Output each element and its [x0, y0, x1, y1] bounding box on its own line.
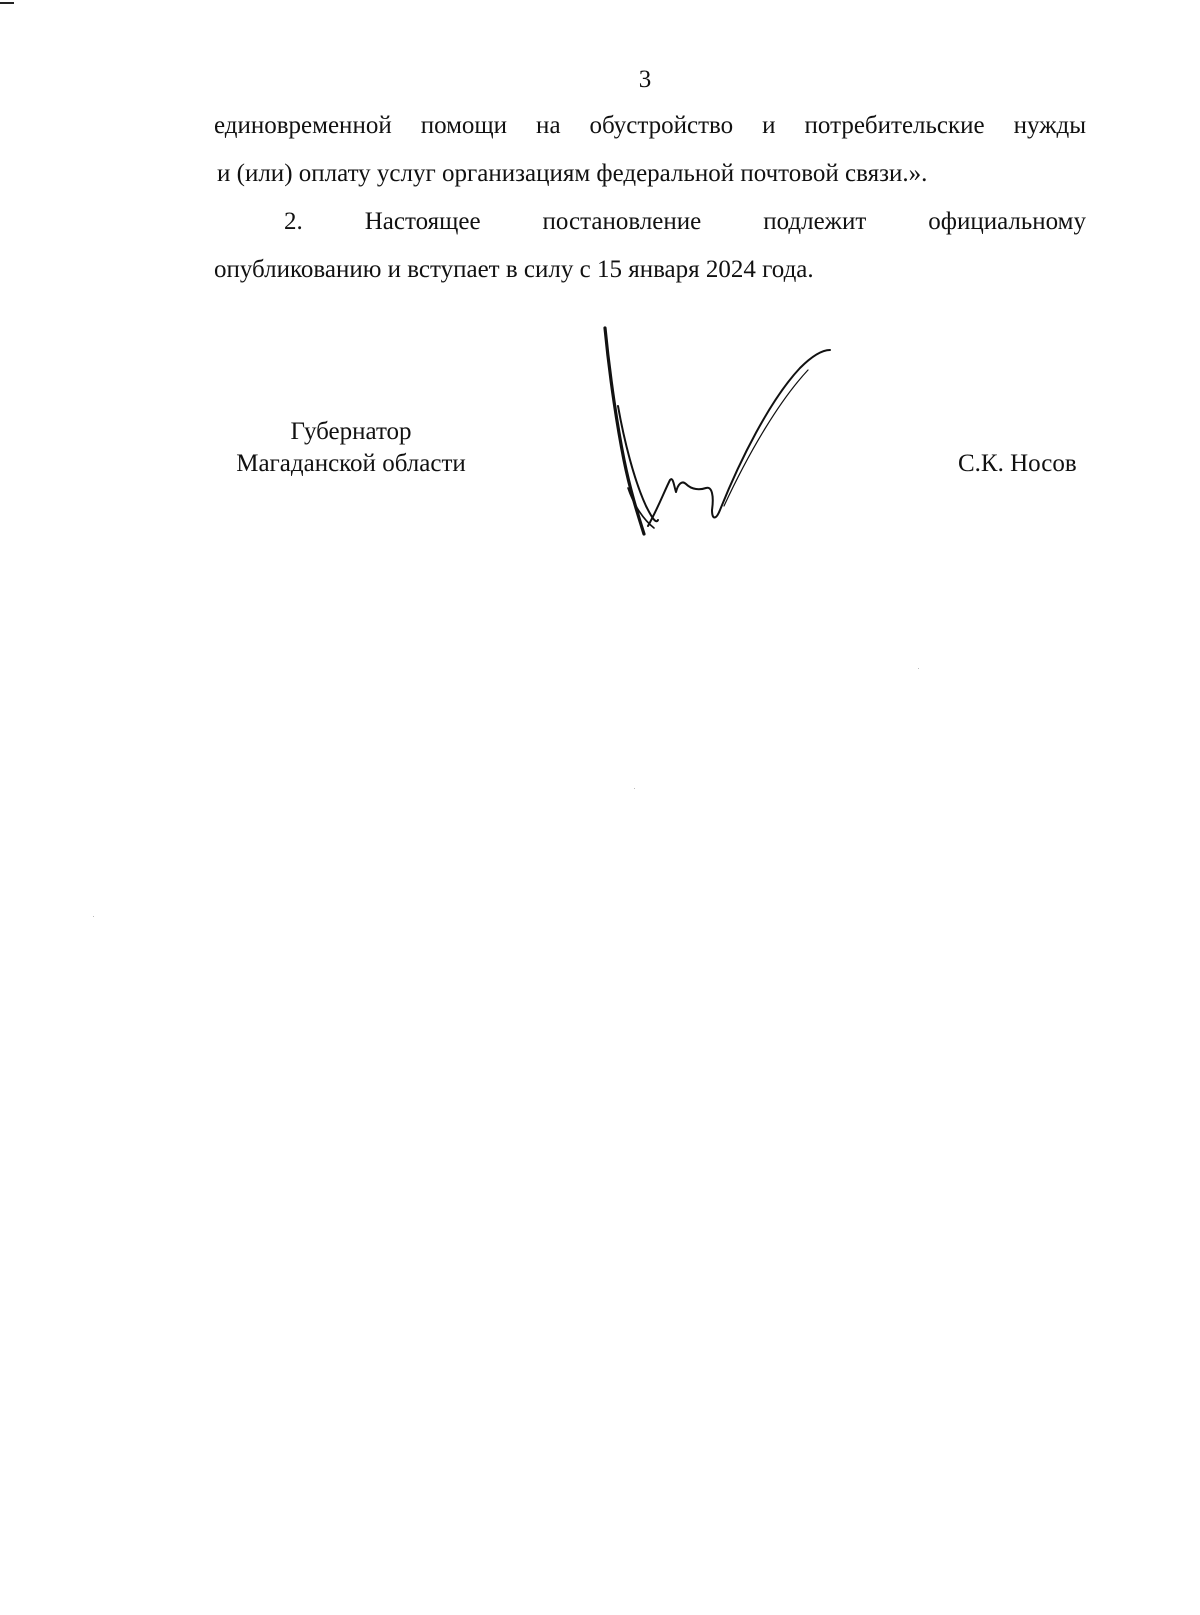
- page-number: 3: [638, 66, 652, 93]
- signer-position: [210, 416, 492, 480]
- scan-speck: [918, 668, 919, 669]
- signer-name: С.К. Носов: [958, 450, 1077, 477]
- signer-position-line-2: Магаданской области: [236, 450, 466, 477]
- body-line-1: единовременной помощи на обустройство и потребительские нужды: [214, 112, 1086, 139]
- signer-position-line-1: Губернатор: [290, 418, 412, 445]
- scan-corner-mark: [0, 2, 14, 4]
- scan-speck: [634, 788, 635, 789]
- body-line-2: и (или) оплату услуг организациям федеральной почтовой связи.».: [217, 160, 928, 187]
- scan-speck: [93, 916, 94, 917]
- handwritten-signature: [600, 320, 870, 560]
- body-line-4: опубликованию и вступает в силу с 15 января 2024 года.: [214, 256, 814, 283]
- body-line-3: 2. Настоящее постановление подлежит официальному: [284, 208, 1086, 235]
